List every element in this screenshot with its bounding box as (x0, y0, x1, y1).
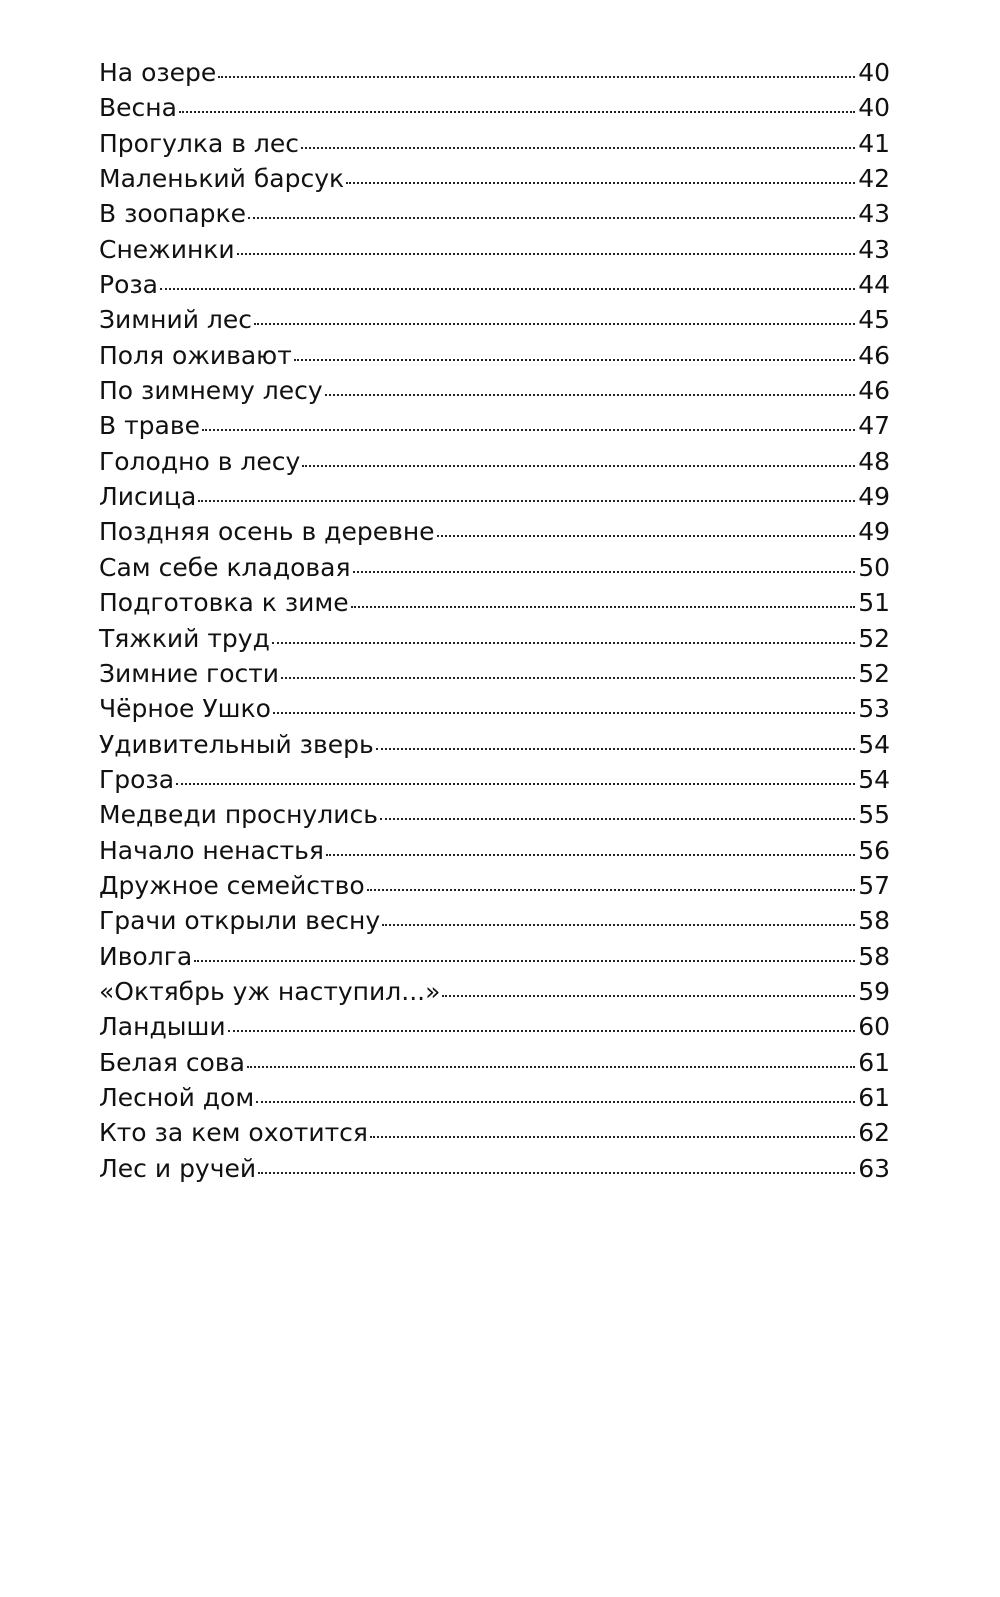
toc-entry-title: Прогулка в лес (99, 128, 300, 158)
toc-entry-page: 44 (858, 270, 890, 300)
toc-entry-page: 58 (858, 906, 890, 936)
toc-entry (99, 1045, 890, 1080)
toc-entry-page: 46 (858, 376, 890, 406)
toc-entry-title: Белая сова (99, 1047, 245, 1077)
toc-dot-leader (302, 465, 855, 467)
toc-entry-title: Дружное семейство (99, 870, 365, 900)
toc-entry (99, 833, 890, 868)
toc-entry (99, 514, 890, 549)
toc-entry-title: Сам себе кладовая (99, 552, 351, 582)
toc-entry-page: 53 (858, 694, 890, 724)
toc-entry-page: 58 (858, 941, 890, 971)
toc-entry (99, 903, 890, 938)
toc-dot-leader (346, 182, 855, 184)
toc-dot-leader (247, 1066, 855, 1068)
toc-dot-leader (370, 1136, 855, 1138)
toc-entry-title: Голодно в лесу (99, 446, 301, 476)
toc-entry-title: Тяжкий труд (99, 623, 270, 653)
toc-dot-leader (442, 995, 855, 997)
toc-entry (99, 1115, 890, 1150)
toc-entry-page: 62 (858, 1118, 890, 1148)
toc-entry-page: 55 (858, 800, 890, 830)
toc-dot-leader (198, 500, 855, 502)
toc-entry-title: Начало ненастья (99, 835, 324, 865)
toc-dot-leader (179, 111, 855, 113)
toc-entry-title: Маленький барсук (99, 164, 345, 194)
toc-entry (99, 1009, 890, 1044)
toc-entry-title: Медведи проснулись (99, 800, 378, 830)
toc-entry (99, 55, 890, 90)
toc-entry-page: 51 (858, 588, 890, 618)
toc-entry-title: В зоопарке (99, 199, 246, 229)
toc-entry-title: Лес и ручей (99, 1153, 257, 1183)
toc-dot-leader (326, 854, 855, 856)
toc-entry (99, 691, 890, 726)
toc-entry (99, 762, 890, 797)
toc-entry (99, 126, 890, 161)
toc-entry-title: Поля оживают (99, 340, 292, 370)
toc-dot-leader (160, 288, 855, 290)
toc-entry-title: На озере (99, 58, 217, 87)
toc-entry-page: 54 (858, 729, 890, 759)
toc-entry (99, 479, 890, 514)
toc-entry-page: 52 (858, 623, 890, 653)
toc-entry (99, 1080, 890, 1115)
toc-entry (99, 90, 890, 125)
toc-entry-page: 40 (858, 93, 890, 123)
toc-dot-leader (351, 606, 856, 608)
toc-dot-leader (176, 783, 855, 785)
toc-dot-leader (258, 1172, 855, 1174)
toc-entry (99, 656, 890, 691)
toc-entry-page: 40 (858, 58, 890, 87)
toc-entry (99, 939, 890, 974)
toc-entry-page: 49 (858, 482, 890, 512)
toc-entry (99, 1151, 890, 1186)
toc-dot-leader (254, 323, 855, 325)
toc-entry (99, 196, 890, 231)
toc-dot-leader (256, 1101, 855, 1103)
toc-entry (99, 550, 890, 585)
toc-entry-page: 45 (858, 305, 890, 335)
toc-entry (99, 232, 890, 267)
toc-entry (99, 727, 890, 762)
toc-entry (99, 444, 890, 479)
toc-dot-leader (237, 253, 856, 255)
toc-entry-title: Лесной дом (99, 1082, 255, 1112)
toc-entry-title: Поздняя осень в деревне (99, 517, 435, 547)
toc-dot-leader (294, 359, 855, 361)
toc-entry-title: Кто за кем охотится (99, 1118, 368, 1148)
toc-entry (99, 302, 890, 337)
toc-entry (99, 621, 890, 656)
table-of-contents (99, 55, 890, 1186)
toc-dot-leader (301, 147, 855, 149)
toc-entry-title: Весна (99, 93, 177, 123)
toc-entry-title: Зимние гости (99, 658, 280, 688)
toc-entry-page: 63 (858, 1153, 890, 1183)
toc-entry-page: 56 (858, 835, 890, 865)
toc-entry-page: 61 (858, 1047, 890, 1077)
toc-entry (99, 338, 890, 373)
toc-dot-leader (376, 748, 855, 750)
toc-entry-page: 50 (858, 552, 890, 582)
toc-entry-title: Снежинки (99, 234, 235, 264)
toc-dot-leader (248, 217, 855, 219)
toc-entry-title: Чёрное Ушко (99, 694, 271, 724)
toc-dot-leader (437, 535, 856, 537)
toc-entry-page: 60 (858, 1012, 890, 1042)
toc-entry-page: 43 (858, 199, 890, 229)
toc-entry (99, 797, 890, 832)
toc-entry-title: Ландыши (99, 1012, 226, 1042)
toc-dot-leader (281, 677, 855, 679)
toc-entry (99, 408, 890, 443)
toc-entry-title: Удивительный зверь (99, 729, 374, 759)
toc-entry (99, 267, 890, 302)
toc-dot-leader (272, 642, 855, 644)
toc-entry (99, 974, 890, 1009)
toc-dot-leader (228, 1030, 856, 1032)
toc-dot-leader (380, 818, 855, 820)
toc-entry-page: 54 (858, 764, 890, 794)
toc-entry-title: «Октябрь уж наступил...» (99, 976, 441, 1006)
toc-entry-page: 41 (858, 128, 890, 158)
toc-entry-page: 49 (858, 517, 890, 547)
toc-entry (99, 585, 890, 620)
toc-entry-title: Зимний лес (99, 305, 253, 335)
toc-entry-page: 48 (858, 446, 890, 476)
toc-entry-page: 59 (858, 976, 890, 1006)
toc-entry-title: Грачи открыли весну (99, 906, 381, 936)
toc-dot-leader (218, 76, 855, 78)
toc-entry-page: 42 (858, 164, 890, 194)
toc-entry-title: Иволга (99, 941, 193, 971)
toc-entry (99, 868, 890, 903)
toc-entry-title: В траве (99, 411, 200, 441)
toc-dot-leader (382, 924, 855, 926)
toc-entry-page: 52 (858, 658, 890, 688)
toc-entry-page: 47 (858, 411, 890, 441)
toc-entry-title: Подготовка к зиме (99, 588, 349, 618)
toc-entry-page: 46 (858, 340, 890, 370)
toc-dot-leader (353, 571, 856, 573)
toc-entry-page: 57 (858, 870, 890, 900)
toc-entry-title: Лисица (99, 482, 197, 512)
toc-entry-page: 61 (858, 1082, 890, 1112)
toc-dot-leader (194, 960, 855, 962)
toc-dot-leader (273, 712, 855, 714)
toc-entry-title: Роза (99, 270, 158, 300)
toc-entry (99, 161, 890, 196)
toc-dot-leader (202, 429, 855, 431)
toc-entry-page: 43 (858, 234, 890, 264)
toc-entry-title: Гроза (99, 764, 175, 794)
toc-entry-title: По зимнему лесу (99, 376, 323, 406)
toc-dot-leader (367, 889, 856, 891)
toc-entry (99, 373, 890, 408)
toc-dot-leader (325, 394, 856, 396)
